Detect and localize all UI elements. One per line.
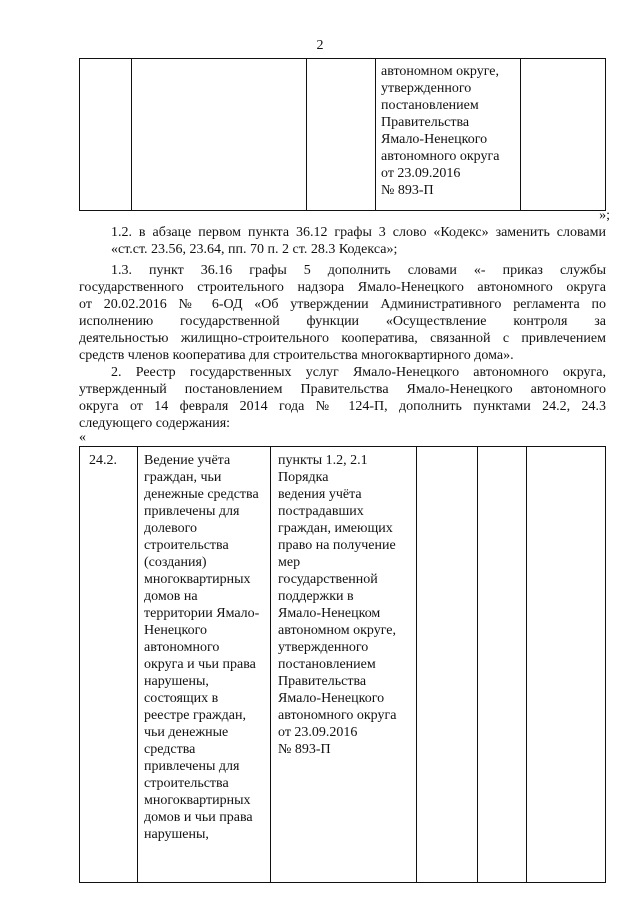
paragraph-1-3 [79, 262, 606, 364]
continued-table [79, 58, 606, 211]
text-line: средств членов кооператива для строительства многоквартирного дома». [79, 348, 514, 363]
table-cell-empty [307, 59, 376, 211]
text-line: от 20.02.2016 № 6-ОД «Об утверждении Административного регламента по [79, 297, 606, 312]
text-line: округа от 14 февраля 2014 года № 124-П, дополнить пунктами 24.2, 24.3 [79, 399, 606, 414]
service-name: Ведение учёта граждан, чьи денежные средства привлечены для долевого строительства (создания) многоквартирных домов на территории Ямало- Ненецкого автономного округа и чьи права нарушены, состоящих в реестре граждан, чьи денежные средства привлечены для строительства многоквартирных домов и чьи права нарушены, [144, 453, 260, 842]
paragraph-1-2 [79, 224, 606, 258]
text-line: следующего содержания: [79, 416, 231, 431]
closing-quote: »; [599, 208, 610, 223]
paragraph-2 [79, 364, 606, 432]
text-line: деятельностью жилищно-строительного кооператива, связанной с привлечением [79, 331, 606, 346]
table-cell-last [521, 59, 606, 211]
table-cell-empty [417, 447, 478, 883]
table-cell-number [80, 447, 138, 883]
table-cell-name [132, 59, 307, 211]
page-number: 2 [316, 38, 324, 53]
text-line: исполнению государственной функции «Осуществление контроля за [79, 314, 606, 329]
table-cell-basis [376, 59, 521, 211]
text-line: 1.2. в абзаце первом пункта 36.12 графы 3 слово «Кодекс» заменить словами [111, 225, 606, 240]
table-row [80, 447, 606, 883]
table-row [80, 59, 606, 211]
basis-text: пункты 1.2, 2.1 Порядка ведения учёта пострадавших граждан, имеющих право на получение мер государственной поддержки в Ямало-Ненецком автономном округе, утвержденного постановлением Правительства Ямало-Ненецкого автономного округа от 23.09.2016 № 893-П [278, 453, 397, 757]
text-line: 2. Реестр государственных услуг Ямало-Ненецкого автономного округа, [111, 365, 606, 380]
table-cell-last [527, 447, 606, 883]
text-line: 1.3. пункт 36.16 графы 5 дополнить словами «- приказ службы [111, 263, 606, 278]
basis-text: автономном округе, утвержденного постановлением Правительства Ямало-Ненецкого автономного округа от 23.09.2016 № 893-П [381, 64, 500, 198]
text-line: государственного строительного надзора Ямало-Ненецкого автономного округа [79, 280, 606, 295]
table-cell-number [80, 59, 132, 211]
table-cell-empty [478, 447, 527, 883]
text-line: утвержденный постановлением Правительства Ямало-Ненецкого автономного [79, 382, 606, 397]
row-number: 24.2. [89, 453, 117, 468]
table-cell-basis [271, 447, 417, 883]
opening-quote: « [79, 430, 86, 445]
registry-table [79, 446, 606, 883]
table-cell-name [138, 447, 271, 883]
text-line: «ст.ст. 23.56, 23.64, пп. 70 п. 2 ст. 28.3 Кодекса»; [111, 242, 398, 257]
